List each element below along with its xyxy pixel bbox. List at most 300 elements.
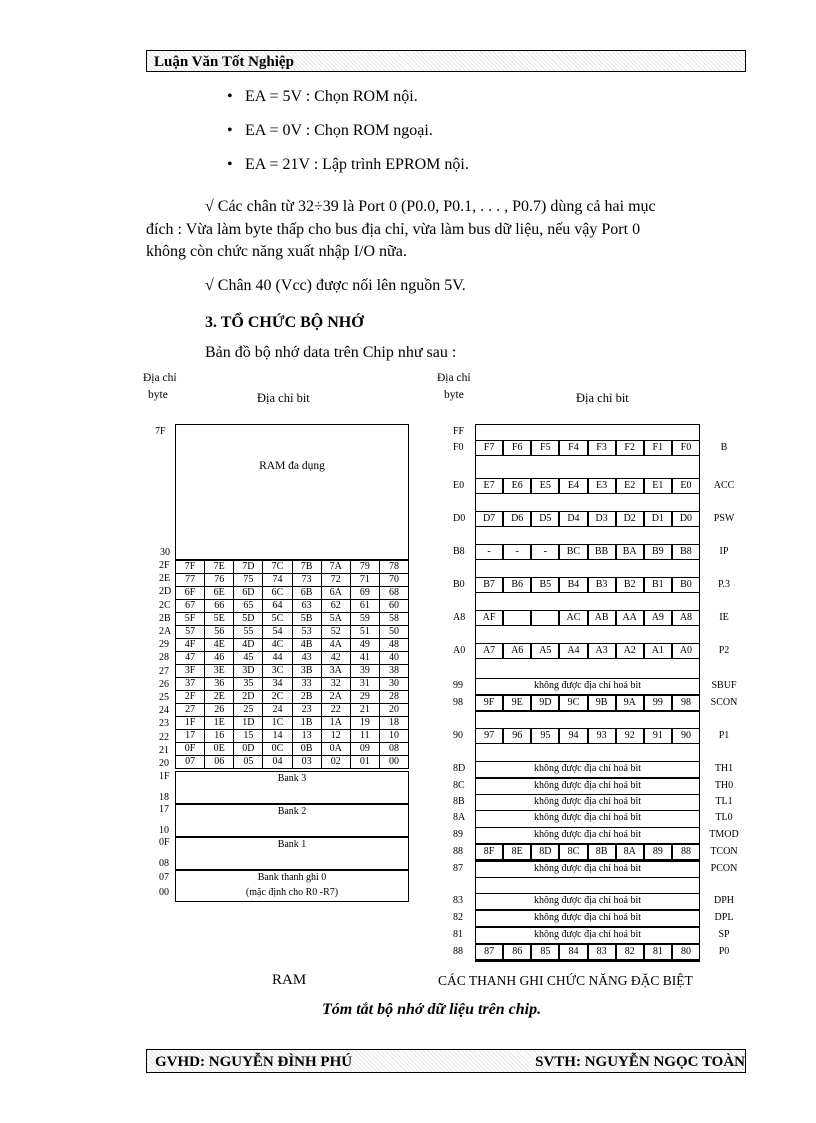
- bit-cell: 2A: [321, 691, 350, 704]
- bit-cell: 4A: [321, 639, 350, 652]
- bit-cell: 8D: [531, 844, 559, 860]
- bit-cell: 79: [350, 561, 379, 574]
- bit-cell: 16: [205, 730, 234, 743]
- bit-cell: 8F: [475, 844, 503, 860]
- bit-cell: 27: [176, 704, 205, 717]
- bit-cell: A8: [672, 610, 700, 626]
- bit-cell: 30: [379, 678, 408, 691]
- bit-cell: D4: [559, 511, 587, 527]
- addr-label: 89: [453, 829, 463, 840]
- bit-cell: 3C: [263, 665, 292, 678]
- bit-cell: E5: [531, 478, 559, 494]
- ram-general-box: [175, 424, 409, 560]
- bit-cell: 82: [616, 944, 644, 960]
- page-footer: [146, 1049, 746, 1073]
- bit-cell: B6: [503, 577, 531, 593]
- addr-label: A0: [453, 645, 466, 656]
- bit-cell: 62: [321, 600, 350, 613]
- bit-cell: 36: [205, 678, 234, 691]
- bit-cell: F2: [616, 440, 644, 456]
- bit-cell: B5: [531, 577, 559, 593]
- register-name: TH1: [714, 763, 734, 774]
- not-bit-addressable: không được địa chỉ hoá bit: [533, 796, 642, 807]
- bit-cell: 3E: [205, 665, 234, 678]
- addr-header: Địa chỉ: [437, 372, 471, 384]
- register-name: TCON: [710, 846, 738, 857]
- bit-cell: -: [475, 544, 503, 560]
- addr-label: 10: [159, 825, 169, 837]
- not-bit-addressable: không được địa chỉ hoá bit: [533, 863, 642, 874]
- bit-cell: 72: [321, 574, 350, 587]
- addr-label: B0: [453, 579, 465, 590]
- register-name: SP: [718, 929, 730, 940]
- bit-cell: 5B: [292, 613, 321, 626]
- bit-cell: B3: [588, 577, 616, 593]
- sfr-caption: CÁC THANH GHI CHỨC NĂNG ĐẶC BIỆT: [438, 973, 693, 988]
- bit-cell: 39: [350, 665, 379, 678]
- bit-cell: 0B: [292, 743, 321, 756]
- bullet-item: • EA = 21V : Lập trình EPROM nội.: [245, 156, 469, 174]
- bit-cell: 46: [205, 652, 234, 665]
- bit-cell: 01: [350, 756, 379, 769]
- ram-caption: RAM: [272, 972, 307, 988]
- bit-cell: 11: [350, 730, 379, 743]
- bit-cell: D3: [588, 511, 616, 527]
- not-bit-addressable: không được địa chỉ hoá bit: [533, 912, 642, 923]
- bit-cell: 0A: [321, 743, 350, 756]
- addr-label: 00: [159, 887, 169, 899]
- table-row: [176, 613, 409, 626]
- addr-label: 25: [159, 692, 169, 703]
- bit-cell: -: [503, 544, 531, 560]
- bit-cell: 40: [379, 652, 408, 665]
- bit-cell: B2: [616, 577, 644, 593]
- addr-label: E0: [453, 480, 465, 491]
- bit-cell: E7: [475, 478, 503, 494]
- bit-cell: 8E: [503, 844, 531, 860]
- table-row: [176, 639, 409, 652]
- addr-label: 20: [159, 758, 169, 769]
- register-name: TL0: [715, 812, 733, 823]
- bit-cell: 3A: [321, 665, 350, 678]
- bit-cell: 75: [234, 574, 263, 587]
- not-bit-addressable: không được địa chỉ hoá bit: [533, 763, 642, 774]
- bit-cell: 98: [672, 695, 700, 711]
- bit-cell: A6: [503, 643, 531, 659]
- bank-label: (mặc định cho R0 -R7): [245, 887, 339, 899]
- bit-cell: 8C: [559, 844, 587, 860]
- bit-cell: 60: [379, 600, 408, 613]
- bit-cell: 55: [234, 626, 263, 639]
- bit-cell: 7A: [321, 561, 350, 574]
- bit-cell: 24: [263, 704, 292, 717]
- bit-cell: 4B: [292, 639, 321, 652]
- bit-cell: 70: [379, 574, 408, 587]
- addr-label: 8D: [453, 763, 466, 774]
- bit-cell: 95: [531, 728, 559, 744]
- register-name: TMOD: [709, 829, 739, 840]
- bit-cell: F7: [475, 440, 503, 456]
- bit-cell: 54: [263, 626, 292, 639]
- bit-cell: 12: [321, 730, 350, 743]
- bit-cell: A5: [531, 643, 559, 659]
- bit-cell: 9E: [503, 695, 531, 711]
- addr-label: 99: [453, 680, 463, 691]
- bit-cell: F3: [588, 440, 616, 456]
- bit-cell: 28: [379, 691, 408, 704]
- bit-cell: 2F: [176, 691, 205, 704]
- bit-cell: A4: [559, 643, 587, 659]
- addr-label: 88: [453, 946, 463, 957]
- bit-cell: 90: [672, 728, 700, 744]
- bit-cell: 04: [263, 756, 292, 769]
- bit-cell: B4: [559, 577, 587, 593]
- bit-cell: 80: [672, 944, 700, 960]
- bit-cell: 32: [321, 678, 350, 691]
- bit-cell: A1: [644, 643, 672, 659]
- bit-cell: 4E: [205, 639, 234, 652]
- bit-cell: 08: [379, 743, 408, 756]
- table-row: [176, 678, 409, 691]
- bit-cell: F0: [672, 440, 700, 456]
- row-divider: [475, 711, 700, 712]
- bullet-item: • EA = 5V : Chọn ROM nội.: [245, 88, 418, 106]
- table-row: [176, 626, 409, 639]
- footer-advisor: GVHD: NGUYỄN ĐÌNH PHÚ: [155, 1054, 353, 1070]
- bit-cell: D0: [672, 511, 700, 527]
- bit-cell: 78: [379, 561, 408, 574]
- not-bit-addressable: không được địa chỉ hoá bit: [533, 929, 642, 940]
- bit-cell: 3B: [292, 665, 321, 678]
- bit-cell: F6: [503, 440, 531, 456]
- bit-cell: D6: [503, 511, 531, 527]
- register-name: PCON: [710, 863, 738, 874]
- table-row: [176, 665, 409, 678]
- bit-cell: 1E: [205, 717, 234, 730]
- bit-cell: 63: [292, 600, 321, 613]
- bit-cell: 1C: [263, 717, 292, 730]
- table-row: [176, 756, 409, 769]
- bit-cell: AF: [475, 610, 503, 626]
- bit-cell: 8A: [616, 844, 644, 860]
- addr-label: 0F: [159, 837, 170, 849]
- bit-cell: 06: [205, 756, 234, 769]
- addr-label: 88: [453, 846, 463, 857]
- register-name: DPL: [714, 912, 734, 923]
- bit-cell: 18: [379, 717, 408, 730]
- bit-cell: 5E: [205, 613, 234, 626]
- register-name: P.3: [718, 579, 730, 590]
- register-name: P2: [718, 645, 730, 656]
- bit-cell: D2: [616, 511, 644, 527]
- bank-label: Bank thanh ghi 0: [257, 872, 327, 884]
- addr-label: 07: [159, 872, 169, 884]
- table-row: [176, 730, 409, 743]
- bit-cell: 71: [350, 574, 379, 587]
- bit-cell: AA: [616, 610, 644, 626]
- register-name: SBUF: [711, 680, 737, 691]
- bit-cell: 67: [176, 600, 205, 613]
- bit-cell: 9C: [559, 695, 587, 711]
- bit-cell: 52: [321, 626, 350, 639]
- addr-label: B8: [453, 546, 465, 557]
- table-row: [176, 574, 409, 587]
- bit-cell: 17: [176, 730, 205, 743]
- bit-cell: 7D: [234, 561, 263, 574]
- addr-label: 82: [453, 912, 463, 923]
- bit-cell: B0: [672, 577, 700, 593]
- addr-label: 81: [453, 929, 463, 940]
- paragraph-line: không còn chức năng xuất nhập I/O nữa.: [146, 243, 407, 260]
- bit-cell: 33: [292, 678, 321, 691]
- paragraph-line: đích : Vừa làm byte thấp cho bus địa chỉ, vừa làm bus dữ liệu, nếu vậy Port 0: [146, 221, 641, 238]
- bit-cell: 2B: [292, 691, 321, 704]
- bit-header: Địa chỉ bit: [576, 391, 629, 405]
- bit-cell: F5: [531, 440, 559, 456]
- register-name: IE: [719, 612, 729, 623]
- addr-label: 2D: [159, 586, 172, 598]
- addr-label: 83: [453, 895, 463, 906]
- row-divider: [475, 827, 700, 828]
- bit-cell: 87: [475, 944, 503, 960]
- addr-label: 87: [453, 863, 463, 874]
- bit-cell: 09: [350, 743, 379, 756]
- bit-cell: 86: [503, 944, 531, 960]
- addr-label: F0: [453, 442, 464, 453]
- bit-cell: 69: [350, 587, 379, 600]
- bit-cell: 88: [672, 844, 700, 860]
- bit-header: Địa chỉ bit: [257, 391, 310, 405]
- bit-cell: 5C: [263, 613, 292, 626]
- bit-cell: 0D: [234, 743, 263, 756]
- bit-cell: 00: [379, 756, 408, 769]
- paragraph: √ Chân 40 (Vcc) được nối lên nguồn 5V.: [205, 277, 466, 294]
- bit-cell: 47: [176, 652, 205, 665]
- bit-cell: 7E: [205, 561, 234, 574]
- addr-label: 08: [159, 858, 169, 870]
- table-row: [176, 743, 409, 756]
- addr-label: 8A: [453, 812, 466, 823]
- bit-cell: D1: [644, 511, 672, 527]
- bit-cell: A2: [616, 643, 644, 659]
- bit-cell: 6A: [321, 587, 350, 600]
- bit-cell: F4: [559, 440, 587, 456]
- row-divider: [475, 678, 700, 679]
- bit-cell: 1B: [292, 717, 321, 730]
- register-name: P1: [718, 730, 730, 741]
- bit-cell: 44: [263, 652, 292, 665]
- register-name: B: [720, 442, 728, 453]
- table-row: [176, 691, 409, 704]
- bit-cell: D7: [475, 511, 503, 527]
- bit-cell: 8B: [588, 844, 616, 860]
- table-row: [176, 561, 409, 574]
- register-name: TH0: [714, 780, 734, 791]
- bit-cell: 31: [350, 678, 379, 691]
- bit-cell: 38: [379, 665, 408, 678]
- bit-cell: 6C: [263, 587, 292, 600]
- bit-cell: 4F: [176, 639, 205, 652]
- bank-label: Bank 1: [277, 839, 307, 851]
- bit-cell: BA: [616, 544, 644, 560]
- figure-caption: Tóm tắt bộ nhớ dữ liệu trên chip.: [322, 1001, 542, 1018]
- addr-label: 28: [159, 652, 169, 664]
- bit-cell: 41: [350, 652, 379, 665]
- bit-cell: 93: [588, 728, 616, 744]
- bit-cell: 76: [205, 574, 234, 587]
- bit-cell: 22: [321, 704, 350, 717]
- bit-cell: 53: [292, 626, 321, 639]
- bit-cell: F1: [644, 440, 672, 456]
- bit-cell: 51: [350, 626, 379, 639]
- ram-general-label: RAM đa dụng: [259, 460, 325, 472]
- bit-cell: 37: [176, 678, 205, 691]
- addr-header: byte: [148, 389, 168, 401]
- bit-cell: 07: [176, 756, 205, 769]
- addr-label: 29: [159, 639, 169, 651]
- bit-cell: 0E: [205, 743, 234, 756]
- bit-cell: 34: [263, 678, 292, 691]
- not-bit-addressable: không được địa chỉ hoá bit: [533, 812, 642, 823]
- bit-cell: A0: [672, 643, 700, 659]
- bit-cell: 91: [644, 728, 672, 744]
- bit-cell: 5A: [321, 613, 350, 626]
- register-name: DPH: [713, 895, 734, 906]
- bit-cell: 2E: [205, 691, 234, 704]
- bit-cell: 7C: [263, 561, 292, 574]
- bit-cell: AC: [559, 610, 587, 626]
- bit-cell: 89: [644, 844, 672, 860]
- bit-cell: 4C: [263, 639, 292, 652]
- bit-cell: 92: [616, 728, 644, 744]
- bit-cell: 5F: [176, 613, 205, 626]
- bit-cell: 83: [588, 944, 616, 960]
- bit-cell: 13: [292, 730, 321, 743]
- bit-cell: 10: [379, 730, 408, 743]
- bit-cell: E1: [644, 478, 672, 494]
- table-row: [176, 600, 409, 613]
- bit-cell: 58: [379, 613, 408, 626]
- addr-label: 24: [159, 705, 169, 717]
- addr-label: 22: [159, 731, 169, 743]
- bit-cell: 3F: [176, 665, 205, 678]
- register-name: P0: [718, 946, 730, 957]
- row-divider: [475, 910, 700, 911]
- not-bit-addressable: không được địa chỉ hoá bit: [533, 780, 642, 791]
- not-bit-addressable: không được địa chỉ hoá bit: [533, 829, 642, 840]
- not-bit-addressable: không được địa chỉ hoá bit: [533, 680, 642, 691]
- bit-cell: A7: [475, 643, 503, 659]
- bit-cell: 02: [321, 756, 350, 769]
- addr-label: 8B: [453, 796, 465, 807]
- bit-cell: 77: [176, 574, 205, 587]
- bit-cell: E2: [616, 478, 644, 494]
- page-header: Luận Văn Tốt Nghiệp: [146, 50, 746, 72]
- addr-label: 7F: [155, 426, 166, 437]
- bit-cell: 35: [234, 678, 263, 691]
- row-divider: [475, 778, 700, 779]
- bit-cell: B9: [644, 544, 672, 560]
- bit-cell: 1A: [321, 717, 350, 730]
- bit-cell: 2C: [263, 691, 292, 704]
- bit-cell: 6E: [205, 587, 234, 600]
- bit-cell: 29: [350, 691, 379, 704]
- addr-label: 2F: [159, 560, 170, 571]
- sfr-frame: [475, 424, 700, 962]
- bit-cell: 48: [379, 639, 408, 652]
- bit-cell: 81: [644, 944, 672, 960]
- bit-cell: A3: [588, 643, 616, 659]
- bit-cell: B8: [672, 544, 700, 560]
- row-divider: [475, 893, 700, 894]
- bit-cell: 9A: [616, 695, 644, 711]
- bit-cell: 6D: [234, 587, 263, 600]
- table-row: [176, 587, 409, 600]
- bit-cell: 42: [321, 652, 350, 665]
- addr-label: 8C: [453, 780, 465, 791]
- bit-cell: E0: [672, 478, 700, 494]
- bit-cell: 96: [503, 728, 531, 744]
- addr-label: 2E: [159, 573, 171, 585]
- addr-label: 17: [159, 804, 169, 816]
- addr-label: 2A: [159, 626, 172, 637]
- addr-label: FF: [453, 426, 465, 437]
- bit-cell: 74: [263, 574, 292, 587]
- bit-cell: 45: [234, 652, 263, 665]
- bit-cell: 85: [531, 944, 559, 960]
- addr-label: 21: [159, 744, 169, 756]
- bit-cell: 2D: [234, 691, 263, 704]
- addr-label: 27: [159, 665, 169, 677]
- bit-cell: 05: [234, 756, 263, 769]
- bit-cell: D5: [531, 511, 559, 527]
- footer-student: SVTH: NGUYỄN NGỌC TOÀN: [535, 1054, 745, 1070]
- bit-cell: 26: [205, 704, 234, 717]
- bit-cell: E6: [503, 478, 531, 494]
- addr-label: A8: [453, 612, 466, 623]
- addr-label: 26: [159, 678, 169, 690]
- bit-cell: 99: [644, 695, 672, 711]
- bit-cell: 66: [205, 600, 234, 613]
- addr-label: 30: [160, 547, 170, 558]
- bit-cell: 61: [350, 600, 379, 613]
- bit-cell: 73: [292, 574, 321, 587]
- addr-label: 90: [453, 730, 463, 741]
- bit-cell: [503, 610, 531, 626]
- bit-cell: 94: [559, 728, 587, 744]
- bit-cell: 56: [205, 626, 234, 639]
- row-divider: [475, 960, 700, 961]
- addr-header: Địa chỉ: [143, 372, 177, 384]
- bit-cell: 64: [263, 600, 292, 613]
- paragraph-line: √ Các chân từ 32÷39 là Port 0 (P0.0, P0.1, . . . , P0.7) dùng cả hai mục: [205, 198, 656, 215]
- bit-cell: 15: [234, 730, 263, 743]
- row-divider: [475, 877, 700, 878]
- bank-label: Bank 2: [277, 806, 307, 818]
- bit-cell: 7F: [176, 561, 205, 574]
- row-divider: [475, 794, 700, 795]
- register-name: IP: [719, 546, 729, 557]
- row-divider: [475, 927, 700, 928]
- bit-cell: 1D: [234, 717, 263, 730]
- section-title: 3. TỔ CHỨC BỘ NHỚ: [205, 314, 364, 331]
- table-row: [176, 704, 409, 717]
- bit-cell: 43: [292, 652, 321, 665]
- row-divider: [475, 761, 700, 762]
- intro-text: Bản đồ bộ nhớ data trên Chip như sau :: [205, 344, 457, 361]
- addr-label: 23: [159, 718, 169, 730]
- bit-cell: 0C: [263, 743, 292, 756]
